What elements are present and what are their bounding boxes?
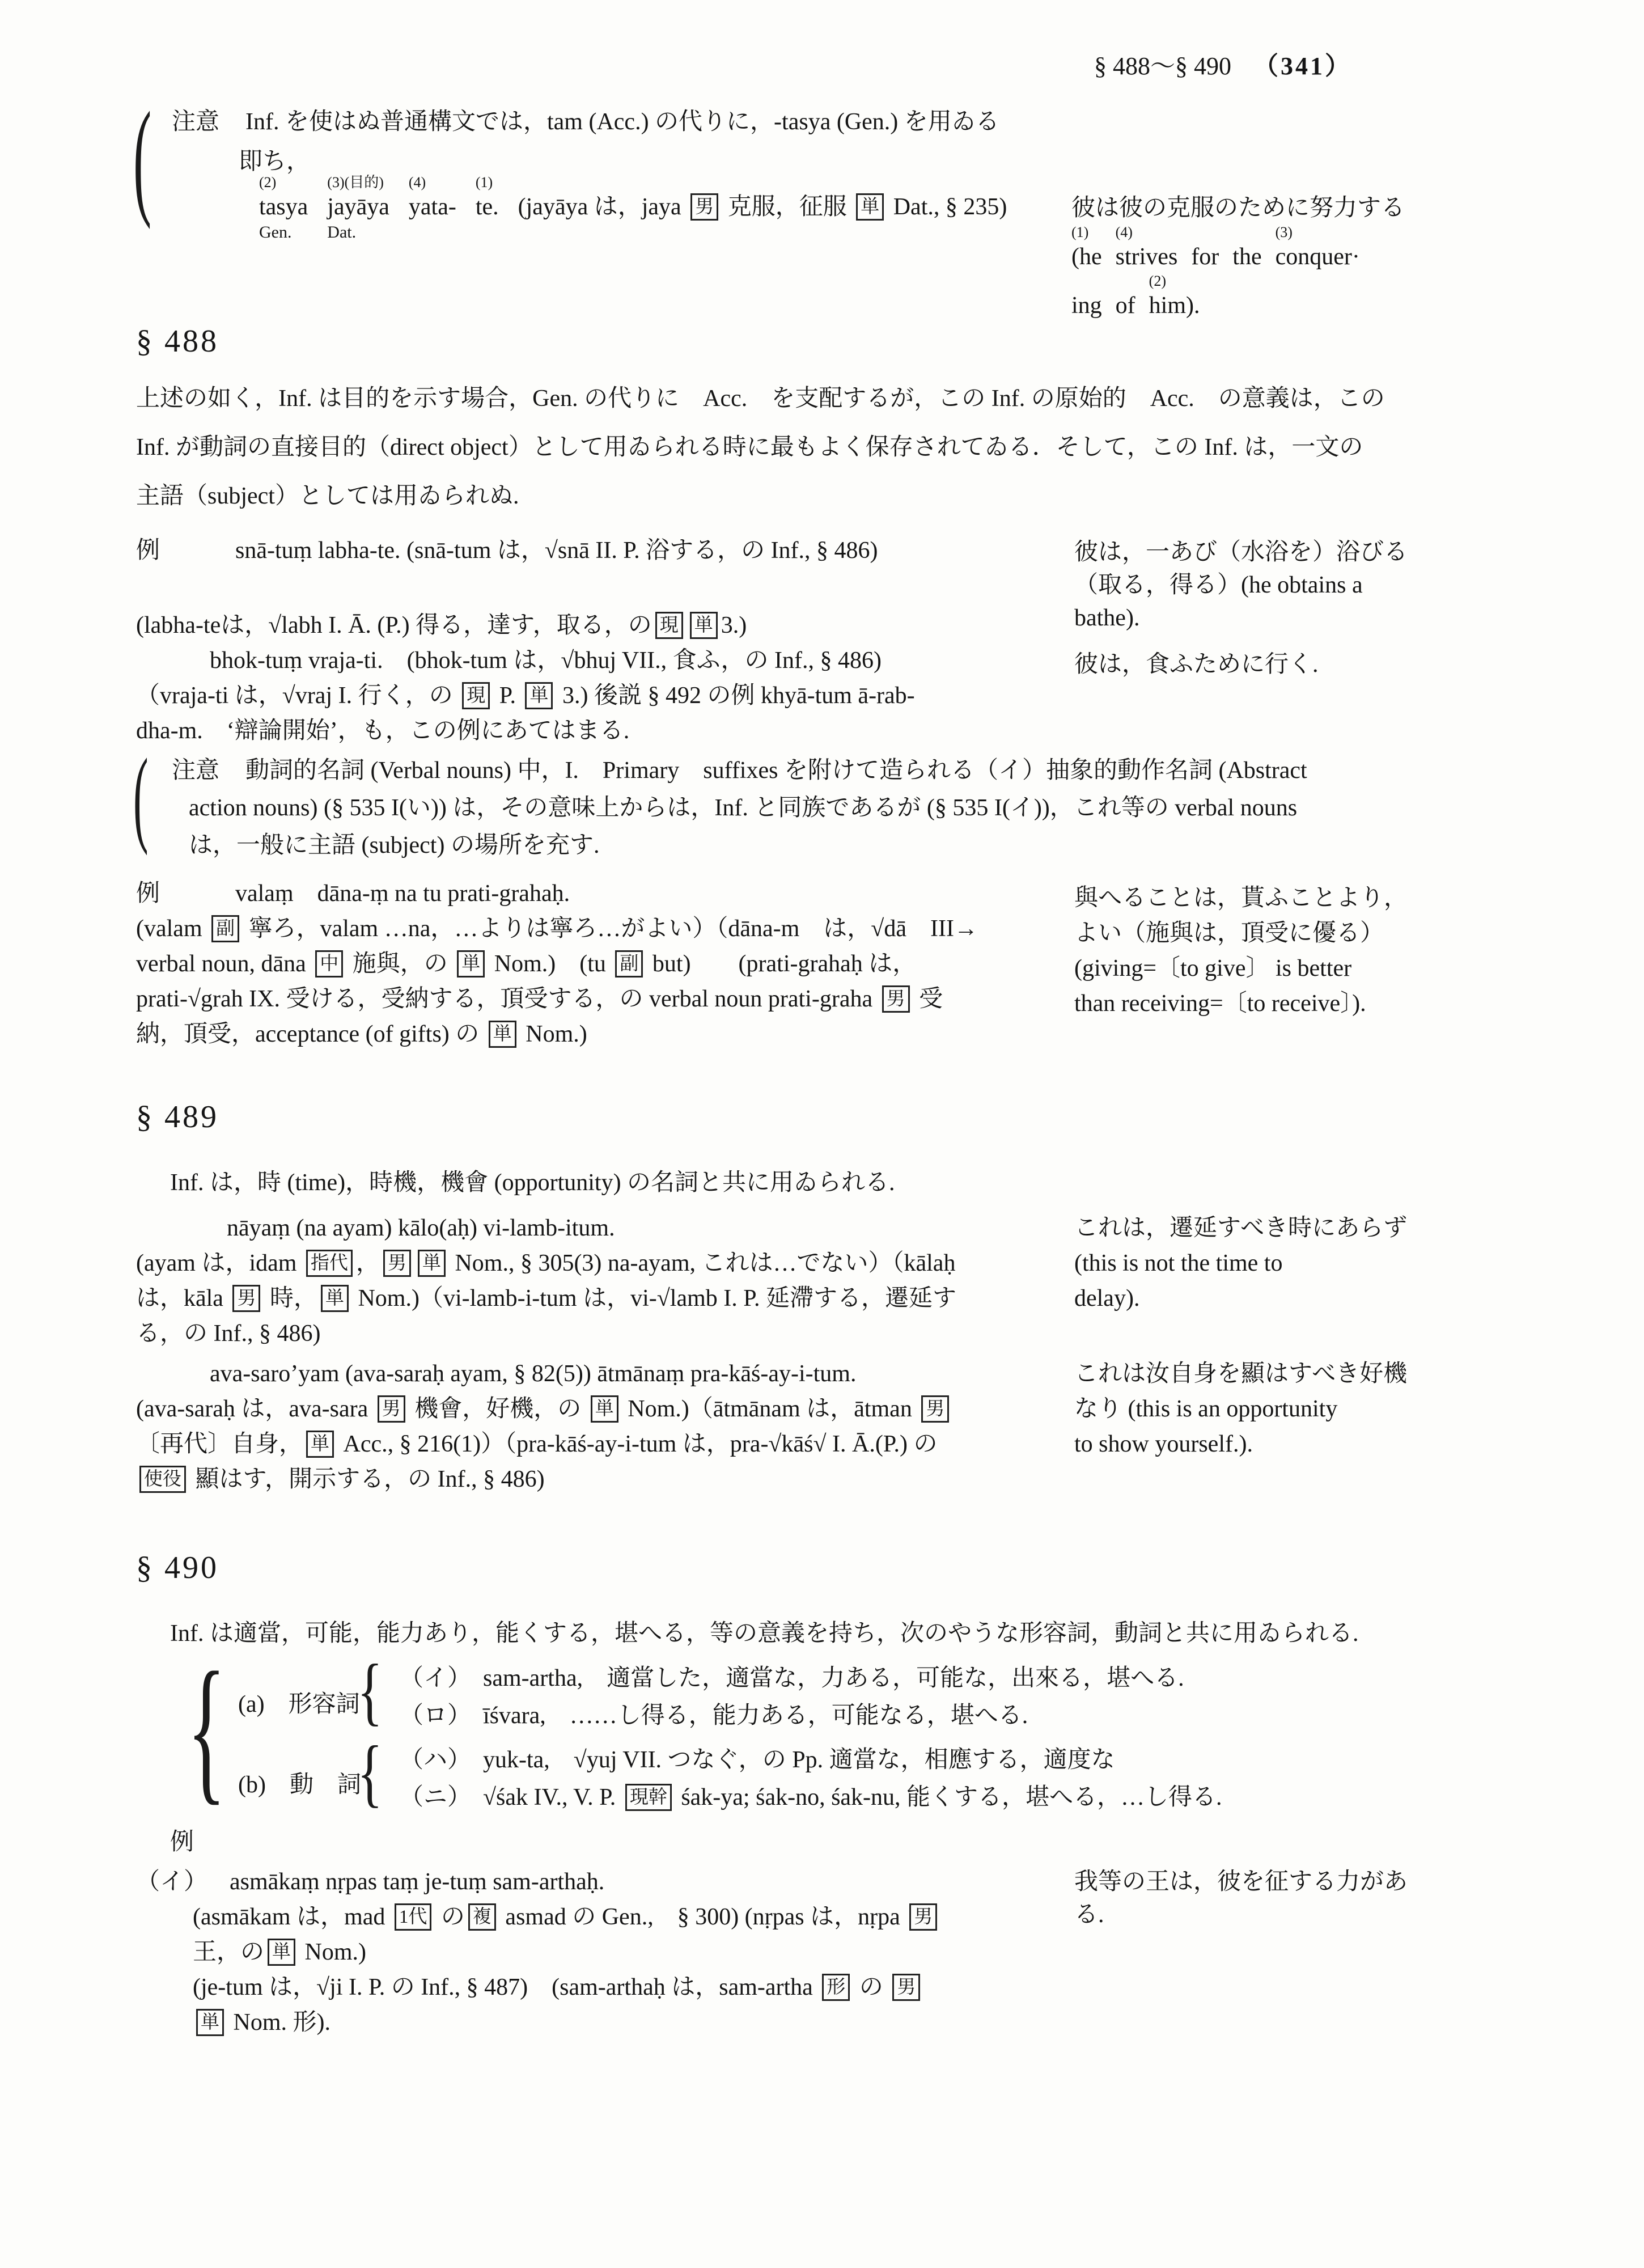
grammar-tag: 単 bbox=[418, 1250, 446, 1277]
grammar-tag: 現 bbox=[462, 682, 490, 709]
text-line: (this is not the time to bbox=[1074, 1250, 1283, 1276]
left-brace-icon: ( bbox=[133, 85, 152, 230]
section-heading-488: § 488 bbox=[136, 324, 219, 359]
note-label: 注意 bbox=[172, 758, 220, 784]
text-line: 我等の王は，彼を征する力があ bbox=[1074, 1869, 1408, 1895]
text-line: る，の Inf., § 486) bbox=[136, 1321, 321, 1347]
note-label: 注意 bbox=[172, 109, 220, 135]
grammar-tag: 単 bbox=[457, 950, 485, 978]
note1-line2: 即ち， bbox=[239, 149, 311, 175]
text-line: action nouns) (§ 535 I(い)) は，その意味上からは，Inf. と同族であるが (§ 535 I(イ))，これ等の verbal nouns bbox=[189, 795, 1298, 821]
grammar-tag: 単 bbox=[196, 2009, 224, 2036]
text-line: 主語（subject）としては用ゐられぬ. bbox=[136, 483, 519, 509]
s488-ex2-main: bhok-tuṃ vraja-ti. (bhok-tum は，√bhuj VII., 食ふ，の Inf., § 486) bbox=[210, 648, 882, 674]
text-line: (ayam は，idam 指代 ， 男 単 Nom., § 305(3) na-ayam, これは…でない）（kālaḥ bbox=[136, 1250, 956, 1276]
text-line: 単 Nom. 形). bbox=[193, 2005, 1644, 2040]
grammar-tag: 形 bbox=[822, 1974, 850, 2001]
grammar-tag: 使役 bbox=[139, 1466, 186, 1493]
text-line: verbal noun, dāna 中 施與，の 単 Nom.) (tu 副 but) (prati-grahaḥ は， bbox=[136, 951, 917, 977]
grammar-tag: 単 bbox=[306, 1431, 334, 1458]
s490-example-i bbox=[136, 1864, 1644, 2051]
group-b-items bbox=[400, 1741, 1222, 1816]
s489-example2 bbox=[136, 1356, 1644, 1504]
grammar-tag: 男 bbox=[690, 193, 718, 221]
note1-interlinear bbox=[259, 172, 1007, 244]
s488-translation2: 彼は，食ふために行く. bbox=[1074, 651, 1319, 678]
text-line: to show yourself.). bbox=[1074, 1431, 1253, 1457]
text-line: (je-tum は，√ji I. P. の Inf., § 487) (sam-arthaḥ は，sam-artha 形 の 男 bbox=[193, 1970, 1644, 2005]
grammar-tag: 1代 bbox=[395, 1903, 432, 1931]
stacked-word: (2) him). bbox=[1149, 273, 1200, 319]
text-line: than receiving=〔to receive〕). bbox=[1074, 991, 1366, 1017]
text-line: 上述の如く，Inf. は目的を示す場合，Gen. の代りに Acc. を支配するが，この Inf. の原始的 Acc. の意義は，この bbox=[136, 386, 1385, 412]
s488-ex1-gloss: (labha-teは，√labh I. Ā. (P.) 得る，達す，取る，の 現 単 3.) bbox=[136, 612, 747, 638]
grammar-tag: 男 bbox=[383, 1250, 411, 1277]
text-line: 彼は，一あび（水浴を）浴びる bbox=[1074, 539, 1408, 565]
text-line: （イ） sam-artha, 適當した，適當な，力ある，可能な，出來る，堪へる. bbox=[400, 1665, 1184, 1691]
grammar-tag: 副 bbox=[615, 950, 643, 978]
text-line: る. bbox=[1074, 1902, 1104, 1928]
s490-exi-main: asmākaṃ nṛpas taṃ je-tuṃ sam-arthaḥ. bbox=[230, 1869, 605, 1895]
grammar-tag: 男 bbox=[892, 1974, 920, 2001]
note2-text: 動詞的名詞 (Verbal nouns) 中，I. Primary suffixes を附けて造られる（イ）抽象的動作名詞 (Abstract bbox=[245, 758, 1307, 784]
note1-line1 bbox=[172, 104, 999, 139]
group-b-brace-icon: { bbox=[357, 1730, 383, 1814]
stacked-word: (1) te. bbox=[475, 174, 499, 220]
grammar-tag: 男 bbox=[378, 1395, 405, 1423]
grammar-tag: 単 bbox=[268, 1939, 295, 1966]
grammar-tag: 副 bbox=[211, 915, 239, 942]
left-brace-icon: ( bbox=[133, 737, 149, 856]
s490-exi-translation bbox=[1074, 1865, 1644, 1931]
translation-jp: 彼は彼の克服のために努力する bbox=[1071, 195, 1405, 221]
text-line: 王，の 単 Nom.) bbox=[193, 1939, 367, 1965]
grammar-tag: 単 bbox=[525, 682, 553, 709]
section-heading-490: § 490 bbox=[136, 1550, 219, 1585]
valam-translation-column bbox=[1074, 881, 1644, 1021]
grammar-tag: 中 bbox=[315, 950, 343, 978]
grammar-tag: 単 bbox=[856, 193, 884, 221]
stacked-word: the bbox=[1232, 244, 1262, 270]
group-a-brace-icon: { bbox=[357, 1649, 383, 1733]
grammar-tag: 単 bbox=[690, 612, 718, 639]
s489-ex2-translation bbox=[1074, 1356, 1644, 1462]
example-label: 例 bbox=[136, 538, 160, 564]
section-heading-489: § 489 bbox=[136, 1099, 219, 1135]
stacked-word: (4) yata- bbox=[408, 174, 456, 220]
text-line: (giving=〔to give〕 is better bbox=[1074, 955, 1352, 981]
s488-translation1 bbox=[1074, 536, 1644, 634]
group-a-items bbox=[400, 1660, 1184, 1734]
grammar-tag: 単 bbox=[591, 1395, 618, 1423]
text-line: 納，頂受，acceptance (of gifts) の 単 Nom.) bbox=[136, 1021, 587, 1047]
valam-main: valaṃ dāna-ṃ na tu prati-grahaḥ. bbox=[235, 881, 570, 907]
grammar-tag: 現 bbox=[655, 612, 683, 639]
section-range: § 488〜§ 490 bbox=[1094, 52, 1231, 80]
stacked-word: (1) (he bbox=[1071, 224, 1102, 270]
sanskrit-gloss-words bbox=[259, 172, 518, 244]
s490-intro: Inf. は適當，可能，能力あり，能くする，堪へる，等の意義を持ち，次のやうな形容詞，動詞と共に用ゐられる. bbox=[170, 1620, 1359, 1647]
s488-paragraph bbox=[136, 374, 1644, 521]
note-block-1 bbox=[133, 85, 1630, 356]
stacked-word: (4) strives bbox=[1115, 224, 1178, 270]
s489-ex1-main: nāyaṃ (na ayam) kālo(aḥ) vi-lamb-itum. bbox=[227, 1215, 615, 1241]
text-line: は，一般に主語 (subject) の場所を充す. bbox=[189, 832, 600, 858]
stacked-word: ing bbox=[1071, 293, 1102, 319]
text-line: 與へることは，貰ふことより， bbox=[1074, 885, 1408, 911]
text-line: （ロ） īśvara, ……し得る，能力ある，可能なる，堪へる. bbox=[400, 1703, 1028, 1729]
stacked-word: (2) tasya Gen. bbox=[259, 174, 308, 242]
grammar-tag: 単 bbox=[489, 1021, 516, 1048]
s490-classification bbox=[170, 1639, 1587, 1834]
outer-brace-icon: { bbox=[187, 1639, 226, 1818]
note1-gloss: (jayāya は，jaya 男 克服，征服 単 Dat., § 235) bbox=[518, 194, 1007, 220]
stacked-word: (3)(目的) jayāya Dat. bbox=[327, 174, 389, 242]
text-line: (valam 副 寧ろ，valam …na，…よりは寧ろ…がよい）（dāna-m は，√dā III→ bbox=[136, 916, 978, 942]
note2-rest bbox=[189, 789, 1297, 864]
text-line: (ava-saraḥ は，ava-sara 男 機會，好機，の 単 Nom.)（ātmānam は，ātman 男 bbox=[136, 1391, 1644, 1427]
s490-example-label: 例 bbox=[170, 1829, 194, 1855]
stacked-word: for bbox=[1191, 244, 1219, 270]
group-b-label: (b) 動 詞 bbox=[238, 1772, 361, 1798]
grammar-tag: 単 bbox=[321, 1285, 349, 1312]
text-line: 〔再代〕自身， 単 Acc., § 216(1)）（pra-kāś-ay-i-tum は，pra-√kāś√ I. Ā.(P.) の bbox=[136, 1431, 938, 1457]
s489-intro: Inf. は，時 (time)，時機，機會 (opportunity) の名詞と共に用ゐられる. bbox=[170, 1170, 895, 1196]
text-line: これは，遷延すべき時にあらず bbox=[1074, 1215, 1408, 1241]
text-line: 使役 顯はす，開示する，の Inf., § 486) bbox=[136, 1462, 1644, 1497]
note-block-2 bbox=[133, 737, 1630, 880]
text-line: は，kāla 男 時， 単 Nom.)（vi-lamb-i-tum は，vi-√lamb I. P. 延滯する，遷延す bbox=[136, 1285, 956, 1311]
text-line: （取る，得る）(he obtains a bbox=[1074, 572, 1363, 598]
text-line: bathe). bbox=[1074, 605, 1140, 631]
s488-translation-column bbox=[1074, 536, 1644, 681]
s488-examples bbox=[136, 533, 1644, 760]
s489-ex1-translation bbox=[1074, 1211, 1644, 1316]
translation-en-line1 bbox=[1071, 222, 1374, 271]
grammar-tag: 現幹 bbox=[625, 1784, 672, 1811]
s488-ex1-main: snā-tuṃ labha-te. (snā-tum は，√snā II. P. 浴する，の Inf., § 486) bbox=[235, 538, 878, 564]
s489-example1 bbox=[136, 1211, 1644, 1355]
text-line: Inf. が動詞の直接目的（direct object）として用ゐられる時に最もよく保存されてゐる．そして，この Inf. は，一文の bbox=[136, 434, 1363, 460]
text-line: （ハ） yuk-ta, √yuj VII. つなぐ，の Pp. 適當な，相應する，適度な bbox=[400, 1747, 1115, 1773]
translation-en-line2 bbox=[1071, 271, 1214, 320]
grammar-tag: 男 bbox=[909, 1903, 937, 1931]
text-line: なり (this is an opportunity bbox=[1074, 1396, 1338, 1422]
text-line: （ニ） √śak IV., V. P. 現幹 śak-ya; śak-no, śak-nu, 能くする，堪へる，…し得る. bbox=[400, 1784, 1222, 1810]
s488-ex2-gloss1: （vraja-ti は，√vraj I. 行く，の 現 P. 単 3.) 後説 § 492 の例 khyā-tum ā-rab- bbox=[136, 683, 915, 709]
page-header bbox=[1094, 45, 1352, 82]
text-line: これは汝自身を顯はすべき好機 bbox=[1074, 1361, 1408, 1387]
text-line: (asmākam は，mad 1代 の 複 asmad の Gen., § 300) (nṛpas は，nṛpa 男 bbox=[193, 1899, 1644, 1935]
grammar-tag: 複 bbox=[468, 1903, 496, 1931]
note1-text: Inf. を使はぬ普通構文では，tam (Acc.) の代りに，-tasya (Gen.) を用ゐる bbox=[245, 109, 999, 135]
grammar-tag: 指代 bbox=[306, 1250, 353, 1277]
stacked-word: of bbox=[1115, 293, 1135, 319]
stacked-word: (3) conquer· bbox=[1275, 224, 1360, 270]
grammar-tag: 男 bbox=[232, 1285, 260, 1312]
text-line: prati-√grah IX. 受ける，受納する，頂受する，の verbal noun prati-graha 男 受 bbox=[136, 986, 943, 1012]
text-line: delay). bbox=[1074, 1285, 1140, 1311]
text-line: よい（施與は，頂受に優る） bbox=[1074, 920, 1384, 946]
page-number: （341） bbox=[1253, 52, 1352, 80]
grammar-tag: 男 bbox=[921, 1395, 949, 1423]
example-label: 例 bbox=[136, 881, 160, 907]
note2-line1 bbox=[172, 752, 1307, 789]
group-a-label: (a) 形容詞 bbox=[238, 1691, 360, 1717]
grammar-tag: 男 bbox=[882, 985, 910, 1013]
s488-example-valam bbox=[136, 876, 1644, 1063]
item-label: （イ） bbox=[136, 1869, 208, 1895]
s488-ex2-gloss2: dha-m. ‘辯論開始’，も，この例にあてはまる. bbox=[136, 718, 630, 744]
s489-ex2-main: ava-saro’yam (ava-saraḥ ayam, § 82(5)) ātmānaṃ pra-kāś-ay-i-tum. bbox=[210, 1361, 857, 1387]
